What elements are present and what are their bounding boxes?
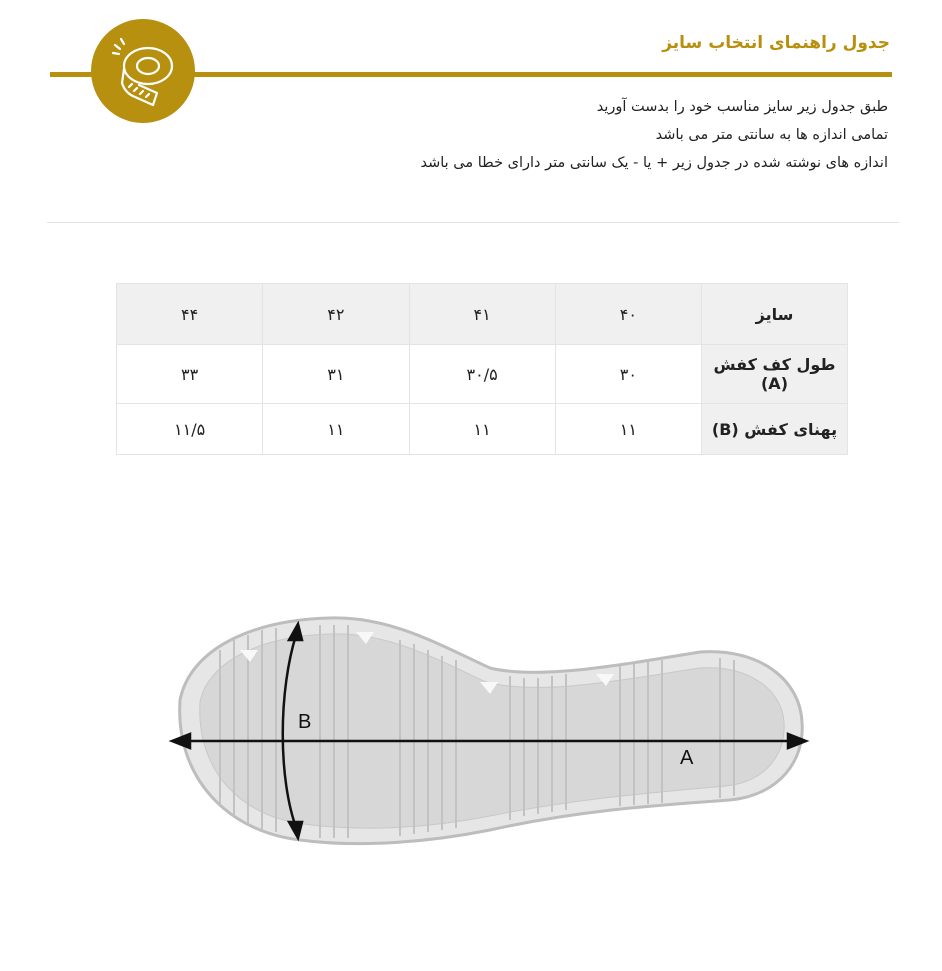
size-cell: ۴۲: [263, 284, 409, 345]
note-line: طبق جدول زیر سایز مناسب خود را بدست آورید: [596, 99, 888, 115]
size-cell: ۴۰: [555, 284, 701, 345]
note-line: اندازه های نوشته شده در جدول زیر + یا - یک سانتی متر دارای خطا می باشد: [420, 155, 888, 171]
section-divider: [47, 222, 899, 223]
table-cell: ۱۱: [555, 404, 701, 455]
size-cell: ۴۴: [117, 284, 263, 345]
header-label-cell: سایز: [702, 284, 848, 345]
table-row: [117, 345, 848, 404]
table-cell: ۳۱: [263, 345, 409, 404]
table-cell: ۳۰/۵: [409, 345, 555, 404]
table-cell: ۳۳: [117, 345, 263, 404]
tape-measure-icon: [91, 19, 195, 123]
page-title: جدول راهنمای انتخاب سایز: [662, 33, 890, 53]
label-a: A: [680, 747, 694, 769]
table-cell: ۱۱: [263, 404, 409, 455]
row-label-width: پهنای کفش (B): [702, 404, 848, 455]
size-table: [116, 283, 848, 455]
table-cell: ۳۰: [555, 345, 701, 404]
table-cell: ۱۱: [409, 404, 555, 455]
row-label-length: طول کف کفش (A): [702, 345, 848, 404]
shoe-sole-diagram: [160, 610, 820, 860]
size-guide-notes: [420, 93, 888, 177]
size-cell: ۴۱: [409, 284, 555, 345]
table-cell: ۱۱/۵: [117, 404, 263, 455]
table-header-row: [117, 284, 848, 345]
table-row: [117, 404, 848, 455]
label-b: B: [298, 711, 312, 733]
note-line: تمامی اندازه ها به سانتی متر می باشد: [655, 127, 888, 143]
